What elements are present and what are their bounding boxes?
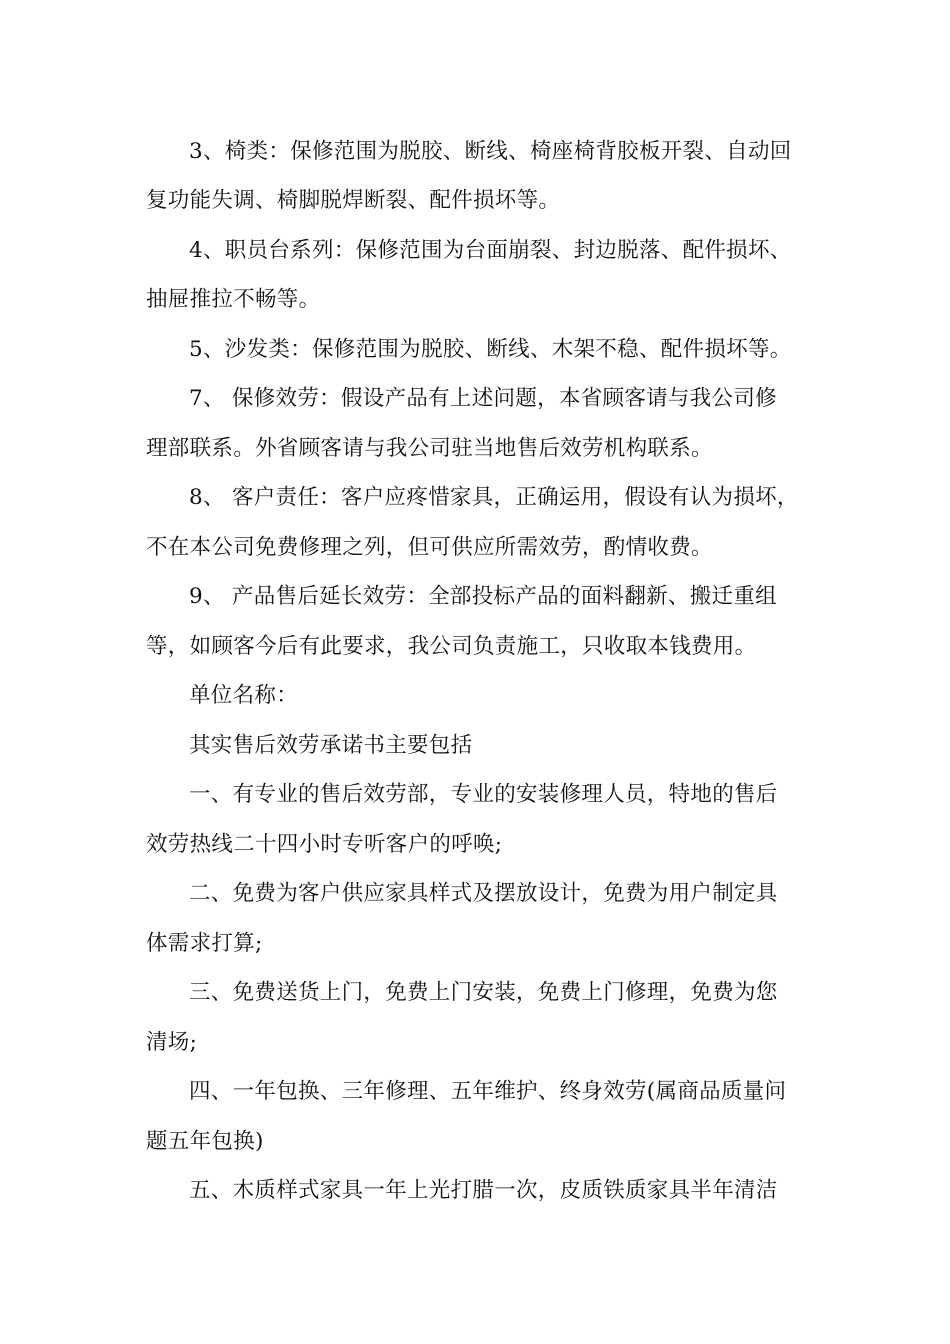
item-one-line-2: 效劳热线二十四小时专听客户的呼唤; bbox=[146, 832, 503, 857]
item-four-line-2: 题五年包换) bbox=[146, 1129, 264, 1154]
item-two-line-2: 体需求打算; bbox=[146, 931, 263, 956]
paragraph-chair-line-1: 3、椅类：保修范围为脱胶、断线、椅座椅背胶板开裂、自动回 bbox=[189, 139, 792, 164]
item-three-line-1: 三、免费送货上门，免费上门安装，免费上门修理，免费为您 bbox=[189, 980, 778, 1005]
paragraph-desk-line-1: 4、职员台系列：保修范围为台面崩裂、封边脱落、配件损坏、 bbox=[189, 238, 792, 263]
item-one-line-1: 一、有专业的售后效劳部，专业的安装修理人员，特地的售后 bbox=[189, 782, 778, 807]
item-four-line-1: 四、一年包换、三年修理、五年维护、终身效劳(属商品质量问 bbox=[189, 1079, 787, 1104]
paragraph-sofa-line-1: 5、沙发类：保修范围为脱胶、断线、木架不稳、配件损坏等。 bbox=[189, 337, 792, 362]
paragraph-extended-service-line-1: 9、 产品售后延长效劳：全部投标产品的面料翻新、搬迁重组 bbox=[189, 584, 777, 609]
paragraph-customer-duty-line-1: 8、 客户责任：客户应疼惜家具，正确运用，假设有认为损坏， bbox=[189, 485, 799, 510]
section-heading: 其实售后效劳承诺书主要包括 bbox=[189, 733, 473, 758]
paragraph-customer-duty-line-2: 不在本公司免费修理之列，但可供应所需效劳，酌情收费。 bbox=[146, 535, 713, 560]
paragraph-chair-line-2: 复功能失调、椅脚脱焊断裂、配件损坏等。 bbox=[146, 188, 561, 213]
paragraph-warranty-service-line-1: 7、 保修效劳：假设产品有上述问题，本省顾客请与我公司修 bbox=[189, 386, 777, 411]
unit-name-label: 单位名称： bbox=[189, 683, 299, 708]
item-five-line-1: 五、木质样式家具一年上光打腊一次，皮质铁质家具半年清洁 bbox=[189, 1178, 778, 1203]
paragraph-desk-line-2: 抽屉推拉不畅等。 bbox=[146, 287, 321, 312]
paragraph-extended-service-line-2: 等，如顾客今后有此要求，我公司负责施工，只收取本钱费用。 bbox=[146, 634, 757, 659]
item-two-line-1: 二、免费为客户供应家具样式及摆放设计，免费为用户制定具 bbox=[189, 881, 778, 906]
paragraph-warranty-service-line-2: 理部联系。外省顾客请与我公司驻当地售后效劳机构联系。 bbox=[146, 436, 713, 461]
item-three-line-2: 清场; bbox=[146, 1030, 198, 1055]
